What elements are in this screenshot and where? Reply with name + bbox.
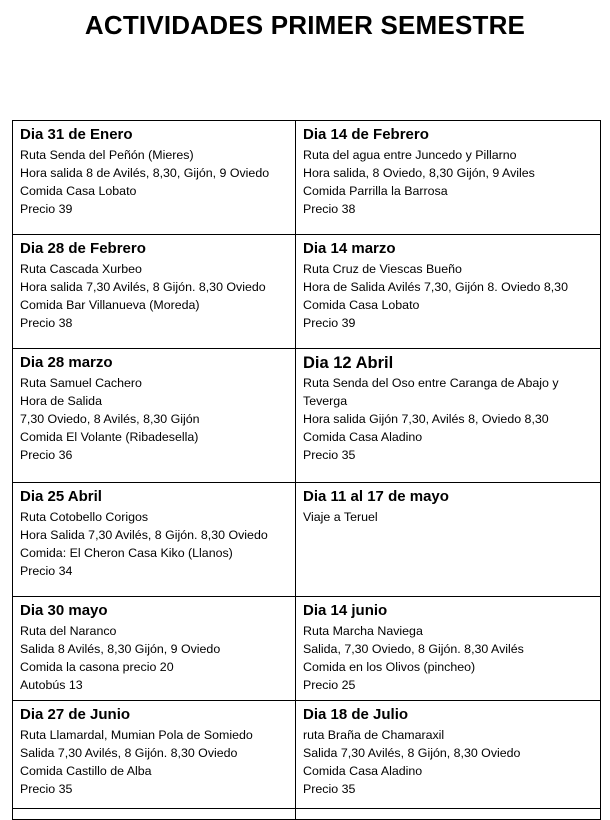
activity-detail: Precio 38 — [303, 202, 356, 216]
table-row — [13, 349, 601, 483]
activity-detail: Comida Casa Aladino — [303, 764, 423, 778]
activity-detail: Salida 7,30 Avilés, 8 Gijón, 8,30 Oviedo — [303, 746, 521, 760]
activity-detail: Precio 38 — [20, 316, 73, 330]
page-title: ACTIVIDADES PRIMER SEMESTRE — [84, 10, 526, 40]
activity-date: Dia 28 marzo — [20, 354, 113, 371]
activity-cell — [13, 597, 296, 701]
activity-detail: Ruta Senda del Peñón (Mieres) — [20, 148, 194, 162]
activity-cell — [13, 235, 296, 349]
activity-date: Dia 27 de Junio — [20, 706, 131, 723]
activity-detail: Hora Salida 7,30 Avilés, 8 Gijón. 8,30 Oviedo — [20, 528, 268, 542]
activity-detail: Precio 39 — [303, 316, 356, 330]
activity-detail: Viaje a Teruel — [303, 510, 378, 524]
activity-detail: Precio 35 — [303, 782, 356, 796]
table-row — [13, 701, 601, 809]
activity-detail: Autobús 13 — [20, 678, 83, 692]
empty-cell — [296, 809, 601, 820]
activity-cell — [296, 701, 601, 809]
activity-detail: ruta Braña de Chamaraxil — [303, 728, 445, 742]
activity-cell — [296, 121, 601, 235]
activity-detail: Precio 39 — [20, 202, 73, 216]
activity-detail: Ruta del agua entre Juncedo y Pillarno — [303, 148, 517, 162]
activity-cell — [296, 597, 601, 701]
table-row — [13, 597, 601, 701]
activity-detail: Salida 7,30 Avilés, 8 Gijón. 8,30 Oviedo — [20, 746, 238, 760]
activity-cell — [296, 349, 601, 483]
activity-detail: Ruta Marcha Naviega — [303, 624, 423, 638]
activity-detail: Precio 34 — [20, 564, 73, 578]
activity-detail: Hora salida Gijón 7,30, Avilés 8, Oviedo 8,30 — [303, 412, 549, 426]
activity-detail: Ruta Llamardal, Mumian Pola de Somiedo — [20, 728, 253, 742]
activity-detail: Comida: El Cheron Casa Kiko (Llanos) — [20, 546, 233, 560]
activity-date: Dia 18 de Julio — [303, 706, 409, 723]
activity-detail: Ruta Senda del Oso entre Caranga de Abajo y Teverga — [303, 376, 559, 408]
activity-detail: Ruta Samuel Cachero — [20, 376, 142, 390]
activity-date: Dia 28 de Febrero — [20, 240, 146, 257]
activity-detail: Comida Bar Villanueva (Moreda) — [20, 298, 200, 312]
activity-detail: Hora de Salida Avilés 7,30, Gijón 8. Oviedo 8,30 — [303, 280, 568, 294]
activity-detail: Comida Casa Aladino — [303, 430, 423, 444]
activity-detail: Ruta del Naranco — [20, 624, 117, 638]
activity-detail: Salida 8 Avilés, 8,30 Gijón, 9 Oviedo — [20, 642, 221, 656]
table-row — [13, 121, 601, 235]
activity-detail: Hora salida 8 de Avilés, 8,30, Gijón, 9 Oviedo — [20, 166, 270, 180]
activity-detail: Comida Casa Lobato — [20, 184, 137, 198]
activity-detail: Comida Casa Lobato — [303, 298, 420, 312]
activity-cell — [13, 121, 296, 235]
activity-detail: Precio 35 — [303, 448, 356, 462]
activity-detail: Precio 35 — [20, 782, 73, 796]
empty-cell — [13, 809, 296, 820]
activity-detail: Comida El Volante (Ribadesella) — [20, 430, 199, 444]
activity-date: Dia 12 Abril — [303, 354, 394, 372]
activity-date: Dia 14 marzo — [303, 240, 396, 257]
activity-detail: Salida, 7,30 Oviedo, 8 Gijón. 8,30 Avilés — [303, 642, 524, 656]
activity-date: Dia 11 al 17 de mayo — [303, 488, 449, 505]
activity-detail: Ruta Cascada Xurbeo — [20, 262, 142, 276]
activity-detail: Ruta Cotobello Corigos — [20, 510, 149, 524]
activity-detail: 7,30 Oviedo, 8 Avilés, 8,30 Gijón — [20, 412, 200, 426]
activity-detail: Comida Castillo de Alba — [20, 764, 152, 778]
table-row — [13, 483, 601, 597]
activity-cell — [13, 483, 296, 597]
activity-date: Dia 30 mayo — [20, 602, 108, 619]
activity-detail: Precio 25 — [303, 678, 356, 692]
activity-detail: Hora de Salida — [20, 394, 102, 408]
table-row — [13, 235, 601, 349]
activity-date: Dia 25 Abril — [20, 488, 102, 505]
activity-cell — [13, 349, 296, 483]
activity-detail: Ruta Cruz de Viescas Bueño — [303, 262, 462, 276]
activity-date: Dia 31 de Enero — [20, 126, 133, 143]
activity-detail: Comida la casona precio 20 — [20, 660, 174, 674]
activity-detail: Precio 36 — [20, 448, 73, 462]
activity-date: Dia 14 junio — [303, 602, 388, 619]
activity-date: Dia 14 de Febrero — [303, 126, 429, 143]
activity-detail: Hora salida, 8 Oviedo, 8,30 Gijón, 9 Aviles — [303, 166, 535, 180]
activity-detail: Comida Parrilla la Barrosa — [303, 184, 448, 198]
activity-cell — [296, 483, 601, 597]
activity-detail: Hora salida 7,30 Avilés, 8 Gijón. 8,30 Oviedo — [20, 280, 266, 294]
activity-cell — [296, 235, 601, 349]
activity-detail: Comida en los Olivos (pincheo) — [303, 660, 476, 674]
table-row — [13, 809, 601, 820]
activities-table — [12, 120, 601, 820]
activity-cell — [13, 701, 296, 809]
